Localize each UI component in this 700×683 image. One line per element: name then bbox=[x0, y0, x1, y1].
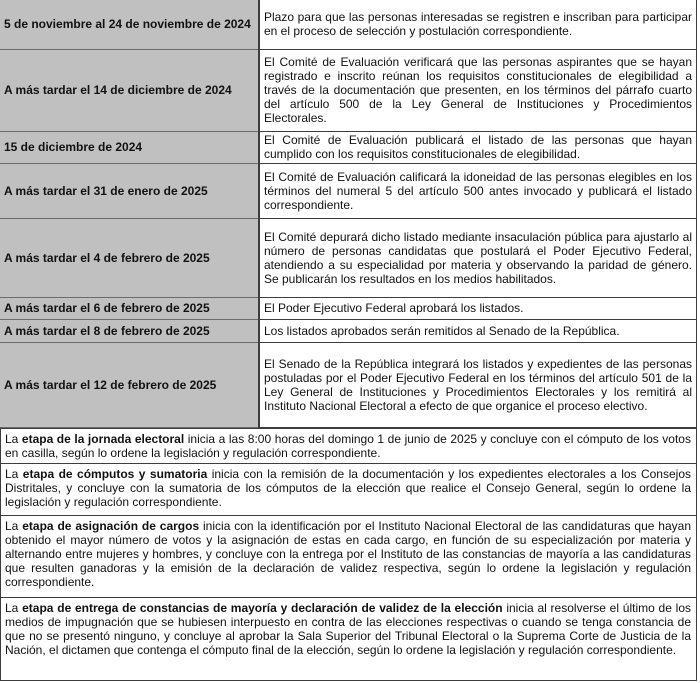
stage-prefix: La bbox=[5, 431, 22, 446]
stage-text: inicia a las 8:00 horas del domingo 1 de junio de 2025 y concluye con el cómputo de los votos en casilla, según lo ordene la legislación y regulación correspondiente. bbox=[5, 431, 691, 460]
description-cell: El Comité de Evaluación verificará que las personas aspirantes que se hayan registrado e inscrito reúnan los requisitos constitucionales de elegibilidad a través de la documentación que presenten, en los términos del párrafo cuarto del artículo 500 de la Ley General de Instituciones y Procedimientos Electorales. bbox=[259, 49, 697, 131]
date-cell: A más tardar el 6 de febrero de 2025 bbox=[0, 297, 259, 319]
stage-text: inicia con la remisión de la documentación y los expedientes electorales a los Consejos Distritales, y concluye con la sumatoria de los cómputos de la elección que realice el Consejo General, según lo ordene la legislación y regulación correspondiente. bbox=[5, 466, 691, 509]
description-cell: El Senado de la República integrará los listados y expedientes de las personas postuladas por el Poder Ejecutivo Federal en los términos del artículo 501 de la Ley General de Instituciones y Procedimientos Electorales y los remitirá al Instituto Nacional Electoral a efecto de que organice el proceso electivo. bbox=[259, 342, 697, 427]
stage-paragraph bbox=[0, 428, 697, 464]
stage-paragraph bbox=[0, 516, 697, 598]
stage-title: etapa de entrega de constancias de mayoría y declaración de validez de la elección bbox=[22, 600, 503, 615]
description-cell: Los listados aprobados serán remitidos al Senado de la República. bbox=[259, 319, 697, 342]
description-cell: El Comité de Evaluación publicará el listado de las personas que hayan cumplido con los requisitos constitucionales de elegibilidad. bbox=[259, 131, 697, 163]
description-cell: El Comité depurará dicho listado mediante insaculación pública para ajustarlo al número de personas candidatas que postulará el Poder Ejecutivo Federal, atendiendo a su especialidad por materia y observando la paridad de género. Se publicarán los resultados en los medios habilitados. bbox=[259, 218, 697, 297]
table-row bbox=[0, 319, 697, 342]
description-cell: El Comité de Evaluación calificará la idoneidad de las personas elegibles en los términos del numeral 5 del artículo 500 antes invocado y publicará el listado correspondiente. bbox=[259, 163, 697, 218]
description-cell: Plazo para que las personas interesadas se registren e inscriban para participar en el proceso de selección y postulación correspondiente. bbox=[259, 0, 697, 49]
stage-prefix: La bbox=[5, 518, 23, 533]
stage-title: etapa de asignación de cargos bbox=[22, 518, 200, 533]
date-cell: A más tardar el 4 de febrero de 2025 bbox=[0, 218, 259, 297]
stage-prefix: La bbox=[5, 466, 23, 481]
table-row bbox=[0, 342, 697, 427]
date-cell: 5 de noviembre al 24 de noviembre de 2024 bbox=[0, 0, 259, 49]
date-cell: 15 de diciembre de 2024 bbox=[0, 131, 259, 163]
stage-paragraph bbox=[0, 464, 697, 516]
date-cell: A más tardar el 12 de febrero de 2025 bbox=[0, 342, 259, 427]
stage-title: etapa de la jornada electoral bbox=[21, 431, 185, 446]
date-cell: A más tardar el 8 de febrero de 2025 bbox=[0, 319, 259, 342]
table-row bbox=[0, 131, 697, 163]
table-row bbox=[0, 218, 697, 297]
table-row bbox=[0, 297, 697, 319]
stage-prefix: La bbox=[5, 600, 23, 615]
table-row bbox=[0, 163, 697, 218]
stage-text: inicia al resolverse el último de los medios de impugnación que se hubiesen interpuesto en contra de las elecciones respectivas o cuando se tenga constancia de que no se presentó ninguno, y concluye al aprobar la Sala Superior del Tribunal Electoral o la Suprema Corte de Justicia de la Nación, el dictamen que contenga el cómputo final de la elección, según lo ordene la legislación y regulación correspondiente. bbox=[5, 600, 691, 657]
table-row bbox=[0, 49, 697, 131]
date-cell: A más tardar el 31 de enero de 2025 bbox=[0, 163, 259, 218]
description-cell: El Poder Ejecutivo Federal aprobará los listados. bbox=[259, 297, 697, 319]
table-row bbox=[0, 0, 697, 49]
stage-paragraph bbox=[0, 598, 697, 681]
stage-title: etapa de cómputos y sumatoria bbox=[22, 466, 208, 481]
date-cell: A más tardar el 14 de diciembre de 2024 bbox=[0, 49, 259, 131]
stage-text: inicia con la identificación por el Instituto Nacional Electoral de las candidaturas que hayan obtenido el mayor número de votos y la asignación de estas en cada cargo, en función de su especialización por materia y alternando entre mujeres y hombres, y concluye con la entrega por el Instituto de las constancias de mayoría a las candidaturas que resulten ganadoras y la emisión de la declaración de validez respectiva, según lo ordene la legislación y regulación correspondiente. bbox=[5, 518, 692, 589]
